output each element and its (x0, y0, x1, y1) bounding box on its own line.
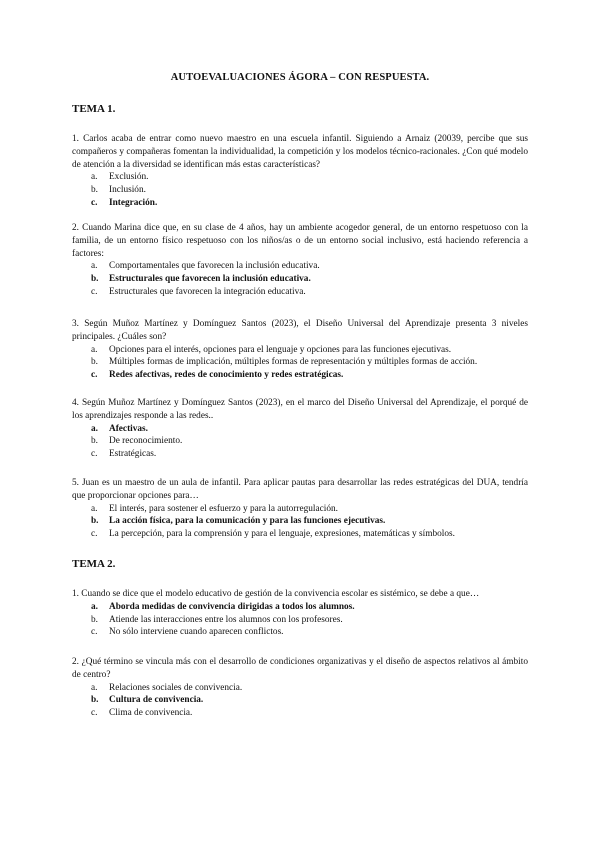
option-letter: c. (91, 627, 98, 638)
option-c (72, 626, 528, 639)
question-text: 3. Según Muñoz Martínez y Domínguez Santos (2023), el Diseño Universal del Aprendizaje presenta 3 niveles principales. ¿Cuáles son? (72, 319, 528, 342)
option-letter: c. (91, 529, 98, 540)
option-b (72, 356, 528, 369)
option-a (72, 171, 528, 184)
options-list (72, 503, 528, 541)
option-c (72, 448, 528, 461)
tema-1-heading: TEMA 1. (72, 103, 116, 115)
option-c (72, 528, 528, 541)
option-a-answer (72, 601, 528, 614)
option-text: El interés, para sostener el esfuerzo y para la autorregulación. (109, 503, 338, 514)
options-list (72, 601, 528, 639)
option-letter: a. (91, 261, 98, 272)
option-a (72, 503, 528, 516)
tema-2-heading: TEMA 2. (72, 558, 116, 570)
option-text: La percepción, para la comprensión y para el lenguaje, expresiones, matemáticas y símbolos. (109, 529, 455, 540)
option-text: Exclusión. (109, 172, 149, 183)
option-c (72, 707, 528, 720)
question-text: 5. Juan es un maestro de un aula de infantil. Para aplicar pautas para desarrollar las redes estratégicas del DUA, tendría que proporcionar opciones para… (72, 478, 528, 501)
option-c-answer (72, 369, 528, 382)
question-text: 2. Cuando Marina dice que, en su clase de 4 años, hay un ambiente acogedor general, de un entorno respetuoso con la familia, de un entorno físico respetuoso con los niños/as o de un entorno social inclusivo, está haciendo referencia a factores: (72, 223, 528, 259)
question-text: 2. ¿Qué término se vincula más con el desarrollo de condiciones organizativas y el diseño de aspectos relativos al ámbito de centro? (72, 657, 528, 680)
question-1-5 (72, 477, 528, 541)
option-letter: a. (91, 344, 98, 355)
option-c (72, 286, 528, 299)
option-text: Múltiples formas de implicación, múltiples formas de representación y múltiples formas de acción. (109, 357, 478, 368)
option-text: La acción física, para la comunicación y para las funciones ejecutivas. (109, 516, 386, 527)
option-letter: c. (91, 197, 98, 208)
option-letter: b. (91, 614, 98, 625)
option-a (72, 344, 528, 357)
option-letter: a. (91, 682, 98, 693)
question-text: 1. Cuando se dice que el modelo educativo de gestión de la convivencia escolar es sistémico, se debe a que… (72, 589, 480, 599)
question-1-3 (72, 318, 528, 382)
question-text: 4. Según Muñoz Martínez y Domínguez Santos (2023), en el marco del Diseño Universal del Aprendizaje, el porqué de los aprendizajes responde a las redes.. (72, 398, 528, 421)
option-text: Estratégicas. (109, 449, 157, 460)
option-letter: a. (91, 601, 98, 612)
option-letter: c. (91, 286, 98, 297)
question-1-4 (72, 397, 528, 461)
options-list (72, 171, 528, 209)
option-letter: a. (91, 172, 98, 183)
option-text: Opciones para el interés, opciones para el lenguaje y opciones para las funciones ejecutivas. (109, 344, 452, 355)
option-letter: c. (91, 449, 98, 460)
option-c-answer (72, 197, 528, 210)
option-letter: b. (91, 436, 98, 447)
option-b (72, 614, 528, 627)
option-b-answer (72, 515, 528, 528)
option-text: Afectivas. (109, 423, 148, 434)
option-letter: a. (91, 423, 98, 434)
option-a (72, 260, 528, 273)
option-letter: c. (91, 708, 98, 719)
option-b-answer (72, 694, 528, 707)
option-text: Relaciones sociales de convivencia. (109, 682, 243, 693)
option-letter: c. (91, 370, 98, 381)
question-text: 1. Carlos acaba de entrar como nuevo maestro en una escuela infantil. Siguiendo a Arnaiz (20039, percibe que sus compañeros y compañeras fomentan la individualidad, la competición y los modelos técnico-racionales. ¿Con qué modelo de atención a la diversidad se identifican más estas características? (72, 134, 528, 170)
options-list (72, 423, 528, 461)
option-text: Estructurales que favorecen la integración educativa. (109, 286, 306, 297)
option-a (72, 682, 528, 695)
option-text: Atiende las interacciones entre los alumnos con los profesores. (109, 614, 343, 625)
option-text: No sólo interviene cuando aparecen conflictos. (109, 627, 284, 638)
option-text: Integración. (109, 197, 158, 208)
option-letter: b. (91, 274, 99, 285)
option-text: Cultura de convivencia. (109, 695, 204, 706)
option-letter: b. (91, 185, 98, 196)
option-text: Clima de convivencia. (109, 708, 193, 719)
option-text: Comportamentales que favorecen la inclusión educativa. (109, 261, 320, 272)
option-letter: b. (91, 357, 98, 368)
option-letter: b. (91, 516, 99, 527)
question-2-2 (72, 656, 528, 720)
options-list (72, 682, 528, 720)
option-b (72, 184, 528, 197)
option-a-answer (72, 423, 528, 436)
option-letter: a. (91, 503, 98, 514)
option-letter: b. (91, 695, 99, 706)
option-b (72, 435, 528, 448)
option-text: De reconocimiento. (109, 436, 183, 447)
option-text: Inclusión. (109, 185, 146, 196)
option-text: Redes afectivas, redes de conocimiento y redes estratégicas. (109, 370, 344, 381)
options-list (72, 344, 528, 382)
option-b-answer (72, 273, 528, 286)
question-2-1 (72, 588, 528, 639)
question-1-1 (72, 133, 528, 210)
document-title: AUTOEVALUACIONES ÁGORA – CON RESPUESTA. (170, 72, 430, 83)
options-list (72, 260, 528, 298)
option-text: Estructurales que favorecen la inclusión educativa. (109, 274, 311, 285)
option-text: Aborda medidas de convivencia dirigidas a todos los alumnos. (109, 601, 355, 612)
question-1-2 (72, 222, 528, 299)
